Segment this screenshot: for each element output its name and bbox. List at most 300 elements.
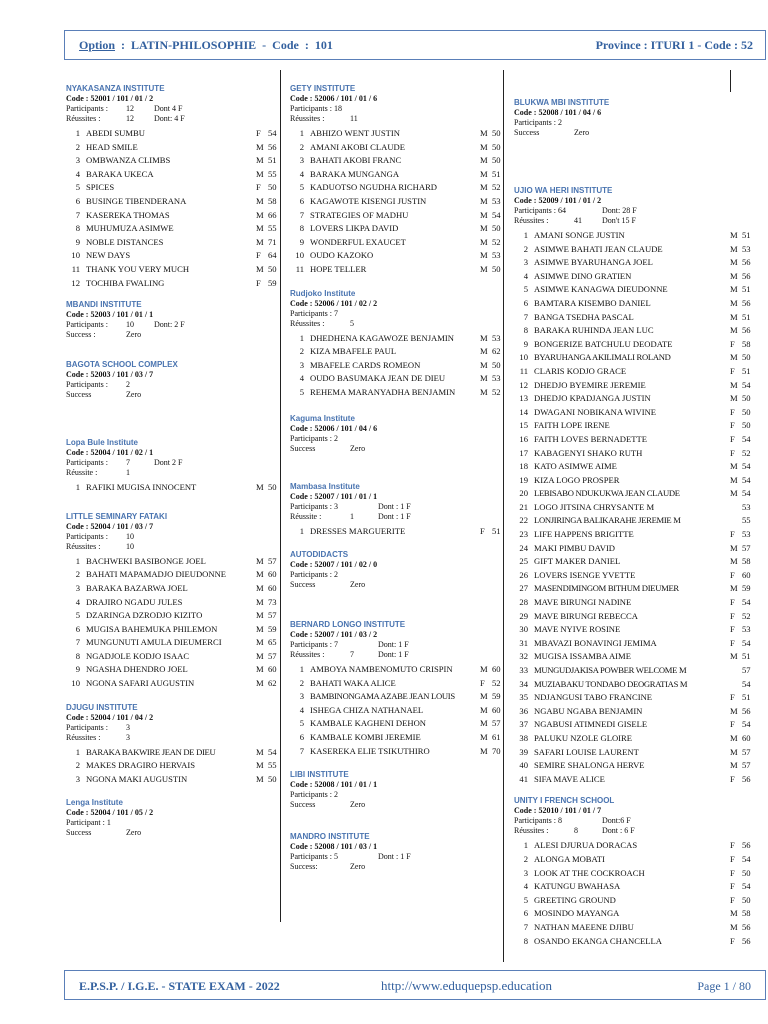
student-row: [514, 664, 754, 678]
footer-link[interactable]: http://www.eduquepsp.education: [381, 978, 553, 993]
student-name: WONDERFUL EXAUCET: [310, 236, 406, 247]
student-name: AMBOYA NAMBENOMUTO CRISPIN: [310, 664, 453, 675]
student-number: 32: [519, 651, 528, 662]
student-score: 54: [742, 433, 751, 444]
student-result: [256, 195, 277, 209]
student-name: BYARUHANGA AKILIMALI ROLAND: [534, 352, 671, 363]
line-label: Participants : 7: [290, 308, 338, 318]
student-number: 4: [75, 168, 80, 179]
student-result: [256, 746, 277, 760]
student-number: 3: [523, 257, 528, 268]
institute-section: [290, 482, 502, 539]
student-number: 2: [75, 569, 80, 580]
student-score: 53: [742, 501, 751, 512]
student-score: 51: [742, 365, 751, 376]
student-sex: M: [730, 651, 738, 662]
student-score: 52: [492, 236, 501, 247]
line-count: 8: [574, 826, 578, 836]
student-name: MUNGUNUTI AMULA DIEUMERCI: [86, 637, 222, 648]
student-row: [290, 209, 502, 223]
student-number: 3: [75, 155, 80, 166]
student-score: 57: [492, 718, 501, 729]
student-name: HOPE TELLER: [310, 263, 367, 274]
student-sex: F: [730, 529, 735, 540]
student-sex: F: [730, 610, 735, 621]
student-score: 50: [268, 182, 277, 193]
student-result: [730, 283, 751, 297]
student-score: 50: [742, 867, 751, 878]
footer-exam: E.P.S.P. / I.G.E. - STATE EXAM - 2022: [79, 979, 280, 993]
student-name: NATHAN MAEENE DJIBU: [534, 921, 634, 932]
student-name: GREETING GROUND: [534, 894, 616, 905]
student-score: 58: [742, 338, 751, 349]
student-sex: M: [480, 386, 488, 397]
student-row: [514, 243, 754, 257]
student-sex: M: [480, 168, 488, 179]
student-row: [514, 935, 754, 949]
student-number: 1: [75, 482, 80, 493]
student-row: [514, 256, 754, 270]
student-number: 11: [71, 263, 80, 274]
student-number: 9: [523, 338, 528, 349]
participants-line: [66, 458, 278, 468]
student-name: MUHUMUZA ASIMWE: [86, 223, 174, 234]
page-number: Page 1 / 80: [697, 979, 751, 993]
student-result: [730, 501, 751, 515]
student-result: [730, 582, 751, 596]
student-result: [480, 141, 501, 155]
student-score: 59: [268, 277, 277, 288]
student-number: 9: [75, 236, 80, 247]
student-number: 10: [71, 250, 80, 261]
student-score: 66: [268, 209, 277, 220]
student-result: [730, 528, 751, 542]
student-score: 73: [268, 596, 277, 607]
student-sex: M: [730, 325, 738, 336]
student-result: [256, 596, 277, 610]
student-row: [290, 181, 502, 195]
student-number: 8: [75, 223, 80, 234]
institute-name: UNITY I FRENCH SCHOOL: [514, 796, 615, 806]
student-name: CLARIS KODJO GRACE: [534, 365, 627, 376]
student-row: [66, 582, 278, 596]
student-row: [290, 127, 502, 141]
student-result: [730, 664, 751, 678]
student-result: [730, 311, 751, 325]
student-sex: M: [480, 195, 488, 206]
student-sex: M: [480, 732, 488, 743]
student-score: 51: [742, 284, 751, 295]
student-score: 54: [742, 488, 751, 499]
student-sex: F: [730, 597, 735, 608]
student-row: [514, 542, 754, 556]
student-number: 9: [299, 236, 304, 247]
student-name: SEMIRE SHALONGA HERVE: [534, 760, 645, 771]
student-score: 57: [268, 650, 277, 661]
student-number: 37: [519, 719, 528, 730]
student-score: 52: [492, 182, 501, 193]
student-row: [514, 447, 754, 461]
code-sep: :: [304, 38, 309, 52]
institute-code: Code : 52007 / 101 / 03 / 2: [290, 630, 378, 640]
student-number: 34: [519, 678, 528, 689]
student-number: 16: [519, 433, 528, 444]
line-count: 10: [126, 531, 134, 541]
student-sex: M: [480, 718, 488, 729]
student-row: [66, 127, 278, 141]
participants-line: [66, 723, 278, 733]
student-name: OUDO BASUMAKA JEAN DE DIEU: [310, 373, 446, 384]
student-result: [730, 433, 751, 447]
institute-code: Code : 52004 / 101 / 02 / 1: [66, 448, 154, 458]
line-count: 1: [126, 468, 130, 478]
results-line: [290, 862, 502, 872]
results-line: [66, 542, 278, 552]
student-sex: M: [480, 745, 488, 756]
student-name: SAFARI LOUISE LAURENT: [534, 746, 639, 757]
student-name: DHEDHENA KAGAWOZE BENJAMIN: [310, 332, 454, 343]
student-score: 58: [742, 908, 751, 919]
student-name: BONGERIZE BATCHULU DEODATE: [534, 338, 673, 349]
student-row: [514, 569, 754, 583]
student-result: [730, 921, 751, 935]
student-number: 2: [523, 853, 528, 864]
results-line: [290, 650, 502, 660]
student-number: 13: [519, 393, 528, 404]
institute-code: Code : 52009 / 101 / 01 / 2: [514, 196, 602, 205]
institute-section: [290, 84, 502, 277]
student-name: FAITH LOPE IRENE: [534, 420, 610, 431]
student-name: KATUNGU BWAHASA: [534, 881, 621, 892]
student-row: [66, 568, 278, 582]
participants-line: [290, 640, 502, 650]
student-result: [730, 718, 751, 732]
student-result: [256, 650, 277, 664]
student-row: [66, 746, 278, 760]
student-result: [730, 392, 751, 406]
student-row: [66, 481, 278, 495]
student-result: [480, 181, 501, 195]
student-score: 50: [742, 420, 751, 431]
student-sex: M: [730, 583, 738, 594]
student-name: LOGO JITSINA CHRYSANTE M: [534, 501, 655, 512]
student-score: 60: [742, 732, 751, 743]
participants-line: [514, 118, 754, 128]
student-score: 50: [268, 773, 277, 784]
student-row: [66, 277, 278, 291]
institute-code: Code : 52004 / 101 / 03 / 7: [66, 521, 154, 531]
student-number: 1: [75, 555, 80, 566]
line-female: Dont:6 F: [602, 816, 631, 826]
student-name: THANK YOU VERY MUCH: [86, 263, 190, 274]
student-sex: M: [480, 209, 488, 220]
student-sex: F: [256, 277, 261, 288]
student-sex: M: [256, 209, 264, 220]
student-row: [290, 195, 502, 209]
student-sex: M: [256, 168, 264, 179]
student-row: [514, 759, 754, 773]
student-score: 56: [742, 257, 751, 268]
student-name: KIZA LOGO PROSPER: [534, 474, 620, 485]
student-name: KADUOTSO NGUDHA RICHARD: [310, 182, 438, 193]
student-name: MASENDIMINGOM BITHUM DIEUMER: [534, 583, 679, 594]
student-score: 57: [268, 555, 277, 566]
student-sex: M: [730, 230, 738, 240]
institute-name: LITTLE SEMINARY FATAKI: [66, 511, 168, 521]
student-result: [730, 678, 751, 692]
student-sex: M: [256, 155, 264, 166]
line-female: Dont 4 F: [154, 104, 183, 113]
student-score: 60: [492, 704, 501, 715]
line-count: Zero: [126, 828, 142, 838]
student-number: 3: [299, 359, 304, 370]
student-result: [480, 690, 501, 704]
results-line: [66, 114, 278, 124]
student-number: 2: [75, 760, 80, 771]
line-label: Réussites :: [514, 216, 549, 225]
institute-code: Code : 52010 / 101 / 01 / 7: [514, 806, 602, 816]
student-result: [730, 379, 751, 393]
student-row: [514, 324, 754, 338]
institute-name: MANDRO INSTITUTE: [290, 832, 370, 842]
student-name: LOVERS ISENGE YVETTE: [534, 569, 636, 580]
student-name: LONJIRINGA BALIKARAHE JEREMIE M: [534, 515, 681, 526]
institute-code: Code : 52007 / 101 / 02 / 0: [290, 560, 378, 570]
student-number: 30: [519, 624, 528, 635]
student-name: BAHATI AKOBI FRANC: [310, 155, 402, 166]
student-number: 25: [519, 556, 528, 567]
student-name: ALESI DJURUA DORACAS: [534, 840, 638, 851]
student-number: 3: [299, 691, 304, 702]
column-divider: [503, 70, 504, 962]
student-number: 4: [299, 704, 304, 715]
institute-code: Code : 52008 / 101 / 03 / 1: [290, 842, 378, 852]
student-score: 50: [492, 155, 501, 166]
institute-name: Mambasa Institute: [290, 481, 360, 491]
column-3: [514, 98, 754, 948]
institute-code: Code : 52006 / 101 / 04 / 6: [290, 423, 378, 433]
student-score: 54: [268, 128, 277, 138]
student-sex: F: [730, 433, 735, 444]
student-sex: M: [480, 373, 488, 384]
student-score: 53: [742, 529, 751, 540]
student-row: [514, 853, 754, 867]
student-number: 2: [299, 346, 304, 357]
student-score: 58: [268, 195, 277, 206]
line-female: Dont 2 F: [154, 458, 183, 468]
student-result: [480, 677, 501, 691]
student-sex: M: [256, 637, 264, 648]
student-number: 4: [299, 373, 304, 384]
student-sex: F: [730, 637, 735, 648]
student-number: 11: [519, 365, 528, 376]
student-row: [514, 678, 754, 692]
student-result: [730, 935, 751, 949]
student-row: [66, 759, 278, 773]
student-score: 54: [492, 209, 501, 220]
student-result: [256, 249, 277, 263]
student-score: 56: [268, 141, 277, 152]
institute-name: LIBI INSTITUTE: [290, 770, 349, 780]
line-label: Success: [66, 828, 92, 838]
student-row: [290, 345, 502, 359]
student-list: [66, 555, 278, 691]
student-result: [480, 731, 501, 745]
institute-section: [66, 798, 278, 838]
participants-line: [514, 206, 754, 216]
student-result: [480, 717, 501, 731]
line-female: Dont: 2 F: [154, 320, 185, 330]
student-sex: M: [730, 705, 738, 716]
student-number: 3: [299, 155, 304, 166]
student-score: 51: [492, 525, 501, 536]
student-row: [514, 229, 754, 243]
student-sex: M: [480, 182, 488, 193]
line-count: 10: [126, 541, 134, 551]
student-name: BARAKA MUNGANGA: [310, 168, 400, 179]
student-name: MAVE BIRUNGI REBECCA: [534, 610, 638, 621]
student-number: 2: [75, 141, 80, 152]
line-label: Réussites :: [514, 826, 549, 836]
student-sex: M: [730, 297, 738, 308]
student-score: 70: [492, 745, 501, 756]
institute-name: BERNARD LONGO INSTITUTE: [290, 620, 406, 630]
student-number: 1: [523, 840, 528, 851]
student-score: 71: [268, 236, 277, 247]
student-row: [66, 236, 278, 250]
line-label: Réussites :: [66, 114, 101, 123]
student-name: BUSINGE TIBENDERANA: [86, 195, 187, 206]
line-label: Success: [290, 800, 316, 810]
student-number: 15: [519, 420, 528, 431]
student-score: 56: [742, 773, 751, 784]
line-female: Dont: 4 F: [154, 114, 185, 123]
line-label: Participants :: [66, 458, 108, 468]
code-label: Code: [272, 38, 299, 52]
student-name: DRAJIRO NGADU JULES: [86, 596, 183, 607]
student-score: 64: [268, 250, 277, 261]
student-score: 55: [268, 168, 277, 179]
student-name: NGABUSI ATIMNEDI GISELE: [534, 719, 648, 730]
student-sex: M: [256, 664, 264, 675]
student-row: [514, 487, 754, 501]
student-score: 50: [492, 359, 501, 370]
student-score: 58: [742, 556, 751, 567]
student-row: [514, 839, 754, 853]
student-name: NGADJOLE KODJO ISAAC: [86, 650, 190, 661]
student-name: NGASHA DHENDRO JOEL: [86, 664, 188, 675]
student-name: KAMBALE KAGHENI DEHON: [310, 718, 427, 729]
student-score: 60: [492, 664, 501, 675]
student-name: ASIMWE BYARUHANGA JOEL: [534, 257, 653, 268]
student-result: [256, 263, 277, 277]
student-row: [290, 525, 502, 539]
institute-code: Code : 52003 / 101 / 01 / 1: [66, 310, 154, 320]
student-score: 57: [268, 610, 277, 621]
line-count: 2: [126, 380, 130, 390]
student-row: [514, 338, 754, 352]
student-number: 3: [75, 773, 80, 784]
student-row: [290, 745, 502, 759]
student-row: [290, 717, 502, 731]
student-name: ASIMWE BAHATI JEAN CLAUDE: [534, 243, 663, 254]
student-list: [290, 127, 502, 277]
student-row: [290, 263, 502, 277]
student-score: 50: [492, 128, 501, 138]
student-sex: M: [730, 556, 738, 567]
student-result: [730, 447, 751, 461]
student-result: [730, 705, 751, 719]
results-line: [290, 444, 502, 454]
student-sex: M: [480, 128, 488, 138]
student-sex: M: [730, 270, 738, 281]
student-result: [256, 609, 277, 623]
student-row: [290, 386, 502, 400]
student-number: 4: [299, 168, 304, 179]
student-list: [290, 663, 502, 758]
student-score: 60: [742, 569, 751, 580]
student-sex: M: [730, 474, 738, 485]
student-sex: M: [256, 760, 264, 771]
student-result: [256, 582, 277, 596]
student-result: [256, 181, 277, 195]
student-number: 10: [295, 250, 304, 261]
line-label: Participants :: [66, 104, 108, 113]
student-score: 54: [742, 881, 751, 892]
participants-line: [290, 852, 502, 862]
student-score: 60: [268, 569, 277, 580]
student-sex: M: [480, 691, 488, 702]
student-sex: M: [730, 908, 738, 919]
student-result: [730, 880, 751, 894]
student-number: 2: [523, 243, 528, 254]
student-row: [66, 154, 278, 168]
line-label: Réussites :: [290, 650, 325, 660]
student-name: BAMTARA KISEMBO DANIEL: [534, 297, 651, 308]
student-sex: F: [730, 569, 735, 580]
student-score: 51: [742, 230, 751, 240]
student-number: 5: [299, 182, 304, 193]
student-result: [730, 256, 751, 270]
column-divider: [730, 70, 731, 92]
student-sex: F: [730, 881, 735, 892]
student-sex: M: [256, 223, 264, 234]
student-name: MAKI PIMBU DAVID: [534, 542, 616, 553]
institute-code: Code : 52008 / 101 / 04 / 6: [514, 108, 602, 117]
student-result: [256, 568, 277, 582]
student-score: 53: [742, 243, 751, 254]
student-score: 50: [742, 894, 751, 905]
student-sex: M: [480, 263, 488, 274]
student-result: [730, 555, 751, 569]
student-sex: M: [730, 746, 738, 757]
student-sex: F: [730, 719, 735, 730]
student-sex: M: [480, 155, 488, 166]
student-result: [480, 154, 501, 168]
student-name: DZARINGA DZRODJO KIZITO: [86, 610, 203, 621]
student-result: [480, 127, 501, 141]
student-name: BAMBINONGAMA AZABE JEAN LOUIS: [310, 691, 455, 702]
student-result: [730, 487, 751, 501]
student-row: [514, 297, 754, 311]
student-result: [730, 460, 751, 474]
line-label: Réussite :: [290, 511, 322, 521]
student-result: [730, 297, 751, 311]
student-number: 19: [519, 474, 528, 485]
participants-line: [66, 104, 278, 114]
line-count: Zero: [574, 128, 590, 137]
student-row: [514, 433, 754, 447]
